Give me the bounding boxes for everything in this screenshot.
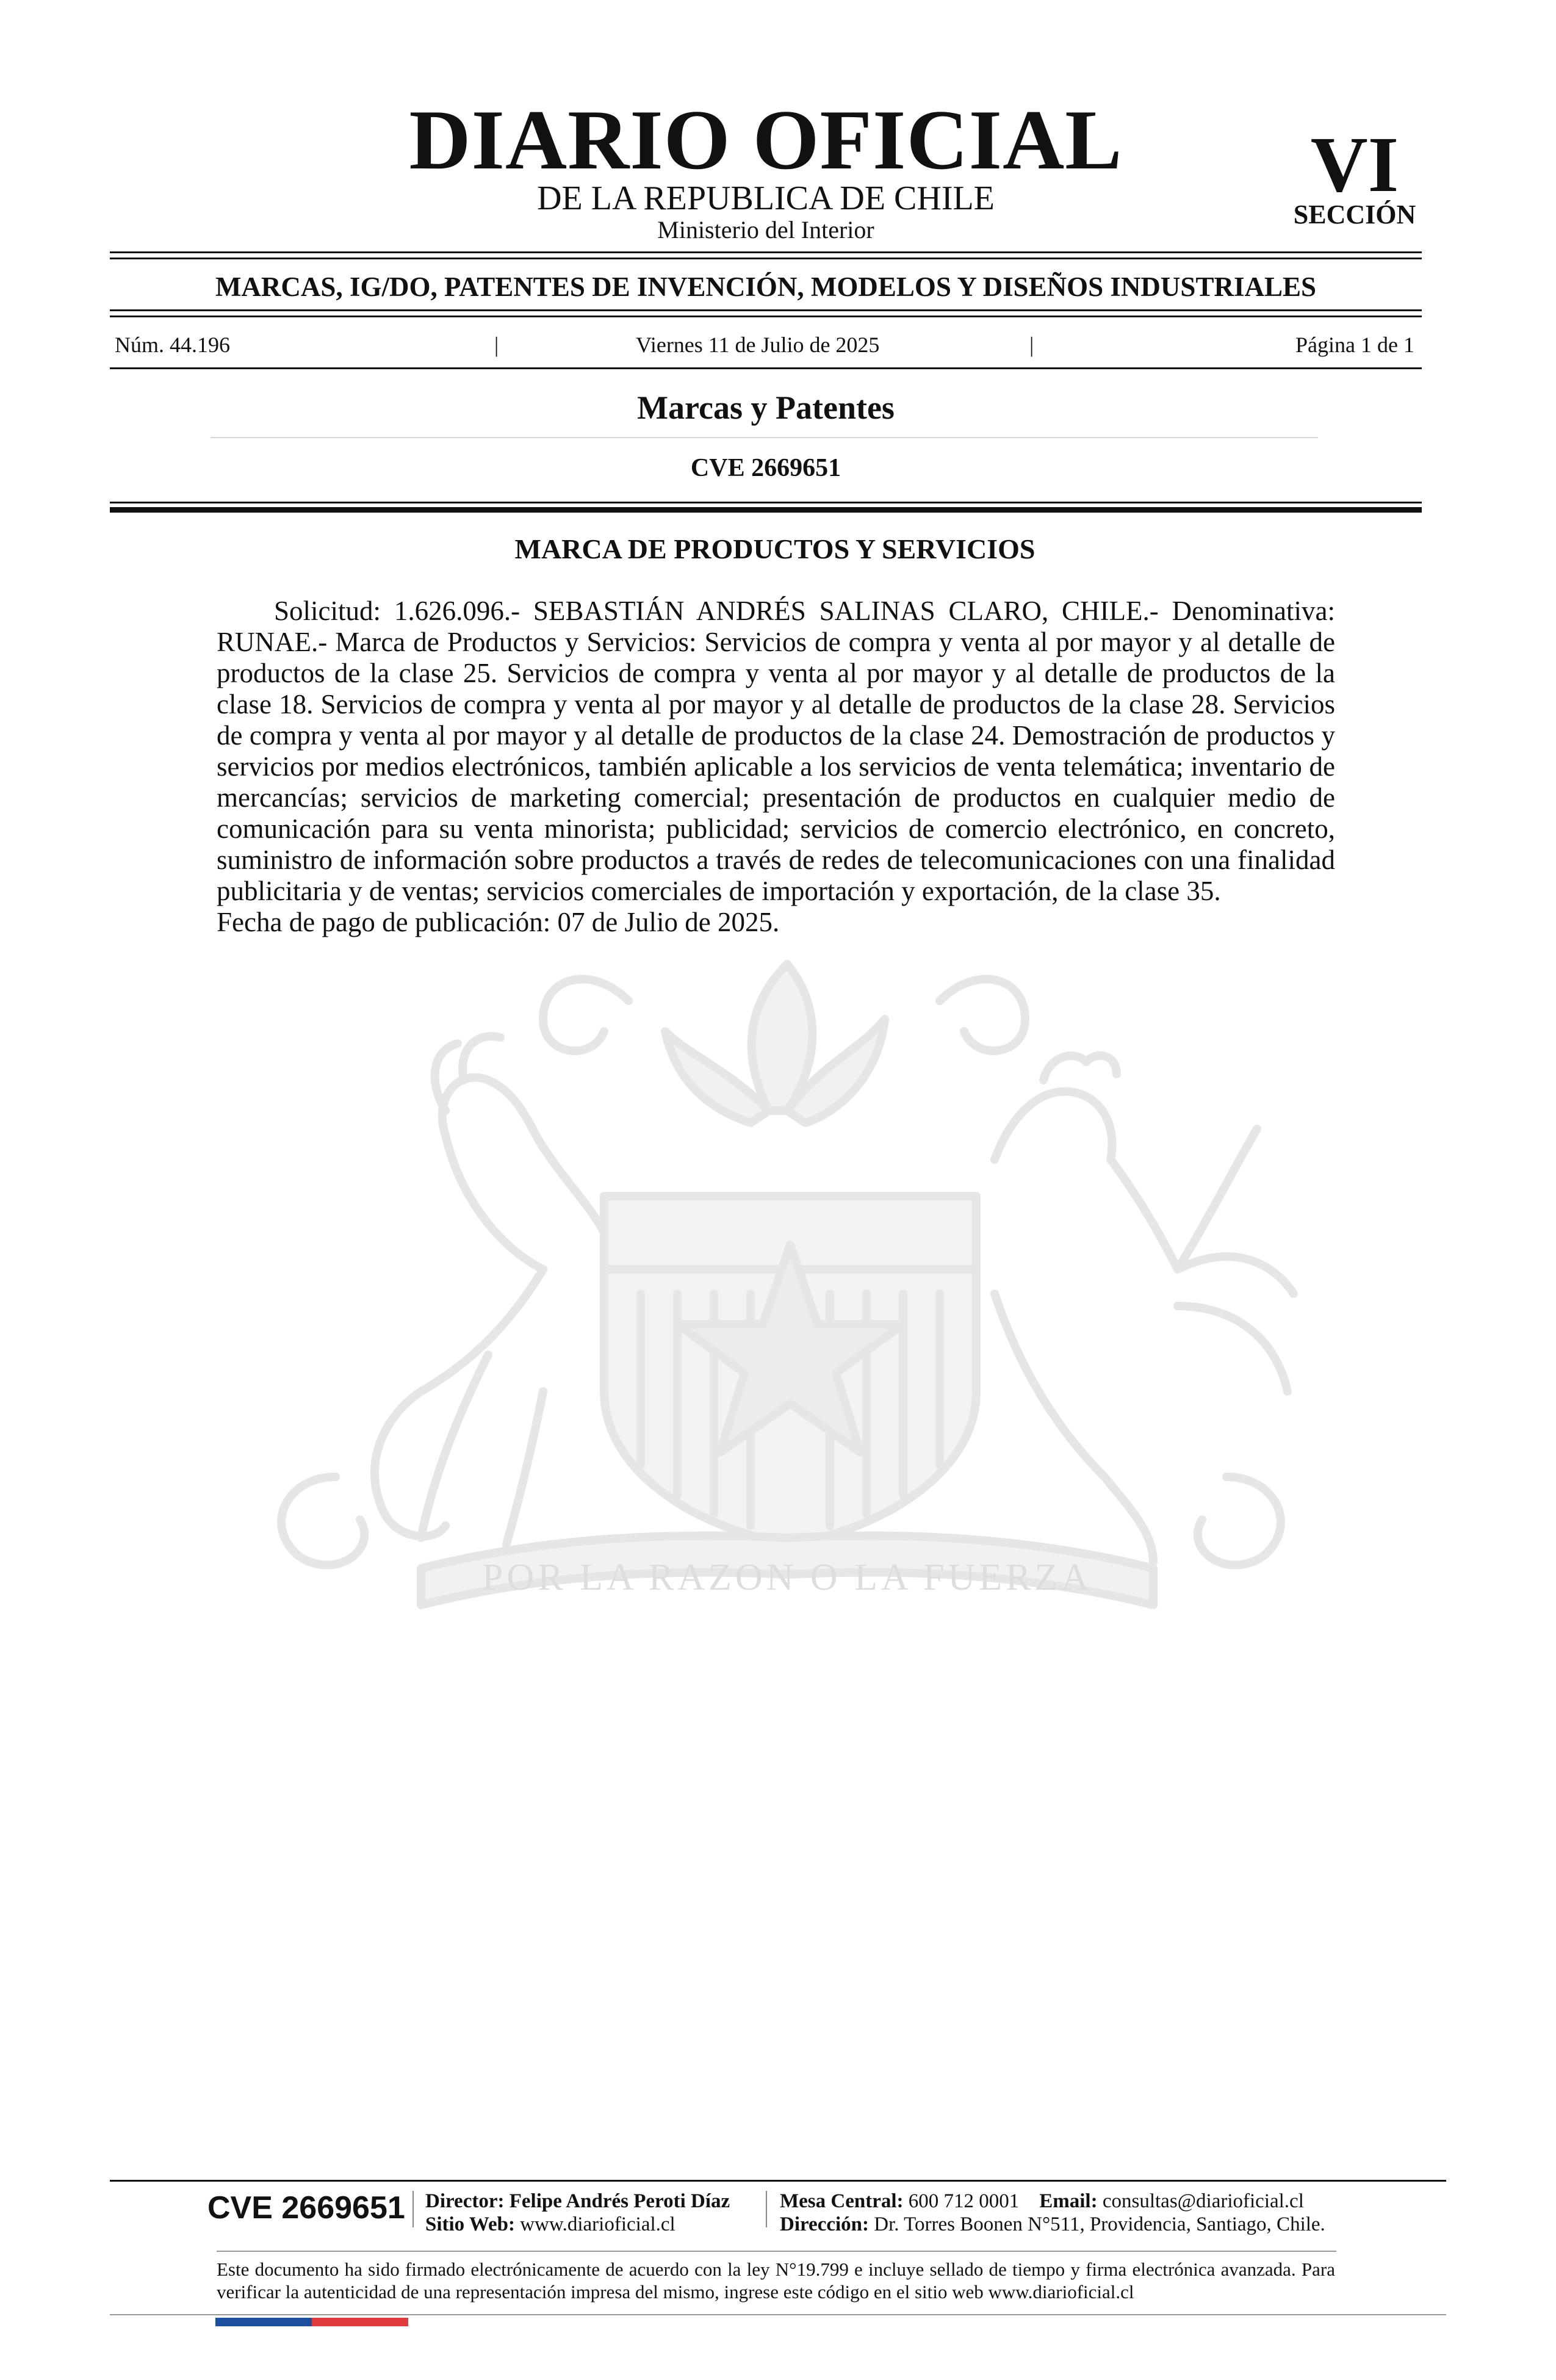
footer-director-block (425, 2190, 730, 2236)
address-value: Dr. Torres Boonen N°511, Providencia, Santiago, Chile. (874, 2213, 1325, 2235)
section-title: Marcas y Patentes (637, 389, 895, 426)
category-divider-top (110, 309, 1422, 311)
payment-date: Fecha de pago de publicación: 07 de Julio de 2025. (217, 907, 780, 937)
footer-column-divider (766, 2191, 767, 2227)
footer-divider-bottom (110, 2314, 1446, 2315)
section-divider-thick (110, 507, 1422, 513)
masthead-title: DIARIO OFICIAL (409, 93, 1123, 187)
section-title-underline (211, 437, 1318, 438)
category-divider-bottom (110, 316, 1422, 317)
masthead-ministry: Ministerio del Interior (657, 216, 874, 243)
cve-heading: CVE 2669651 (690, 454, 841, 482)
notice-title: MARCA DE PRODUCTOS Y SERVICIOS (514, 533, 1036, 564)
edition-page: Página 1 de 1 (1295, 333, 1414, 357)
masthead-subtitle: DE LA REPUBLICA DE CHILE (537, 179, 995, 217)
edition-separator: | (1029, 333, 1034, 357)
phone-label: Mesa Central: (780, 2190, 904, 2212)
footer-column-divider (412, 2191, 414, 2227)
website-label: Sitio Web: (425, 2213, 516, 2235)
address-label: Dirección: (780, 2213, 870, 2235)
coat-of-arms-watermark (201, 928, 1361, 1678)
watermark-motto: POR LA RAZON O LA FUERZA (481, 1557, 1093, 1598)
edition-date: Viernes 11 de Julio de 2025 (636, 333, 880, 357)
flag-stripe-red (312, 2318, 408, 2326)
masthead-divider-bottom (110, 258, 1422, 259)
footer-contact-block (780, 2190, 1325, 2236)
email-link[interactable]: consultas@diarioficial.cl (1102, 2190, 1304, 2212)
director-label: Director: (425, 2190, 505, 2212)
header-category: MARCAS, IG/DO, PATENTES DE INVENCIÓN, MODELOS Y DISEÑOS INDUSTRIALES (215, 272, 1317, 302)
flag-stripe-blue (215, 2318, 312, 2326)
edition-separator: | (494, 333, 499, 357)
section-label: SECCIÓN (1293, 200, 1416, 229)
footer-divider (110, 2180, 1446, 2182)
notice-text: Solicitud: 1.626.096.- SEBASTIÁN ANDRÉS SALINAS CLARO, CHILE.- Denominativa: RUNAE.- Marca de Productos y Servicios: Servicios de compra y venta al por mayor y al detalle de productos de la clase 25. Servicios de compra y venta al por mayor y al detalle de productos de la clase 18. Servicios de compra y venta al por mayor y al detalle de productos de la clase 28. Servicios de compra y venta al por mayor y al detalle de productos de la clase 24. Demostración de productos y servicios por medios electrónicos, también aplicable a los servicios de venta telemática; inventario de mercancías; servicios de marketing comercial; presentación de productos en cualquier medio de comunicación para su venta minorista; publicidad; servicios de comercio electrónico, en concreto, suministro de información sobre productos a través de redes de telecomunicaciones con una finalidad publicitaria y de ventas; servicios comerciales de importación y exportación, de la clase 35. (217, 596, 1335, 906)
notice-body (217, 596, 1335, 938)
director-name: Felipe Andrés Peroti Díaz (509, 2190, 730, 2212)
footer-cve: CVE 2669651 (207, 2190, 405, 2226)
phone-value: 600 712 0001 (908, 2190, 1020, 2212)
edition-number: Núm. 44.196 (115, 333, 230, 357)
website-link[interactable]: www.diarioficial.cl (520, 2213, 675, 2235)
footer-disclaimer: Este documento ha sido firmado electrónicamente de acuerdo con la ley N°19.799 e incluye sellado de tiempo y firma electrónica avanzada. Para verificar la autenticidad de una representación impresa del mismo, ingrese este código en el sitio web www.diarioficial.cl (217, 2259, 1335, 2302)
section-numeral: VI (1310, 121, 1399, 209)
masthead-divider-top (110, 251, 1422, 253)
edition-divider (110, 367, 1422, 369)
section-divider-thin (110, 502, 1422, 503)
footer-divider-inner (217, 2251, 1336, 2252)
email-label: Email: (1039, 2190, 1098, 2212)
